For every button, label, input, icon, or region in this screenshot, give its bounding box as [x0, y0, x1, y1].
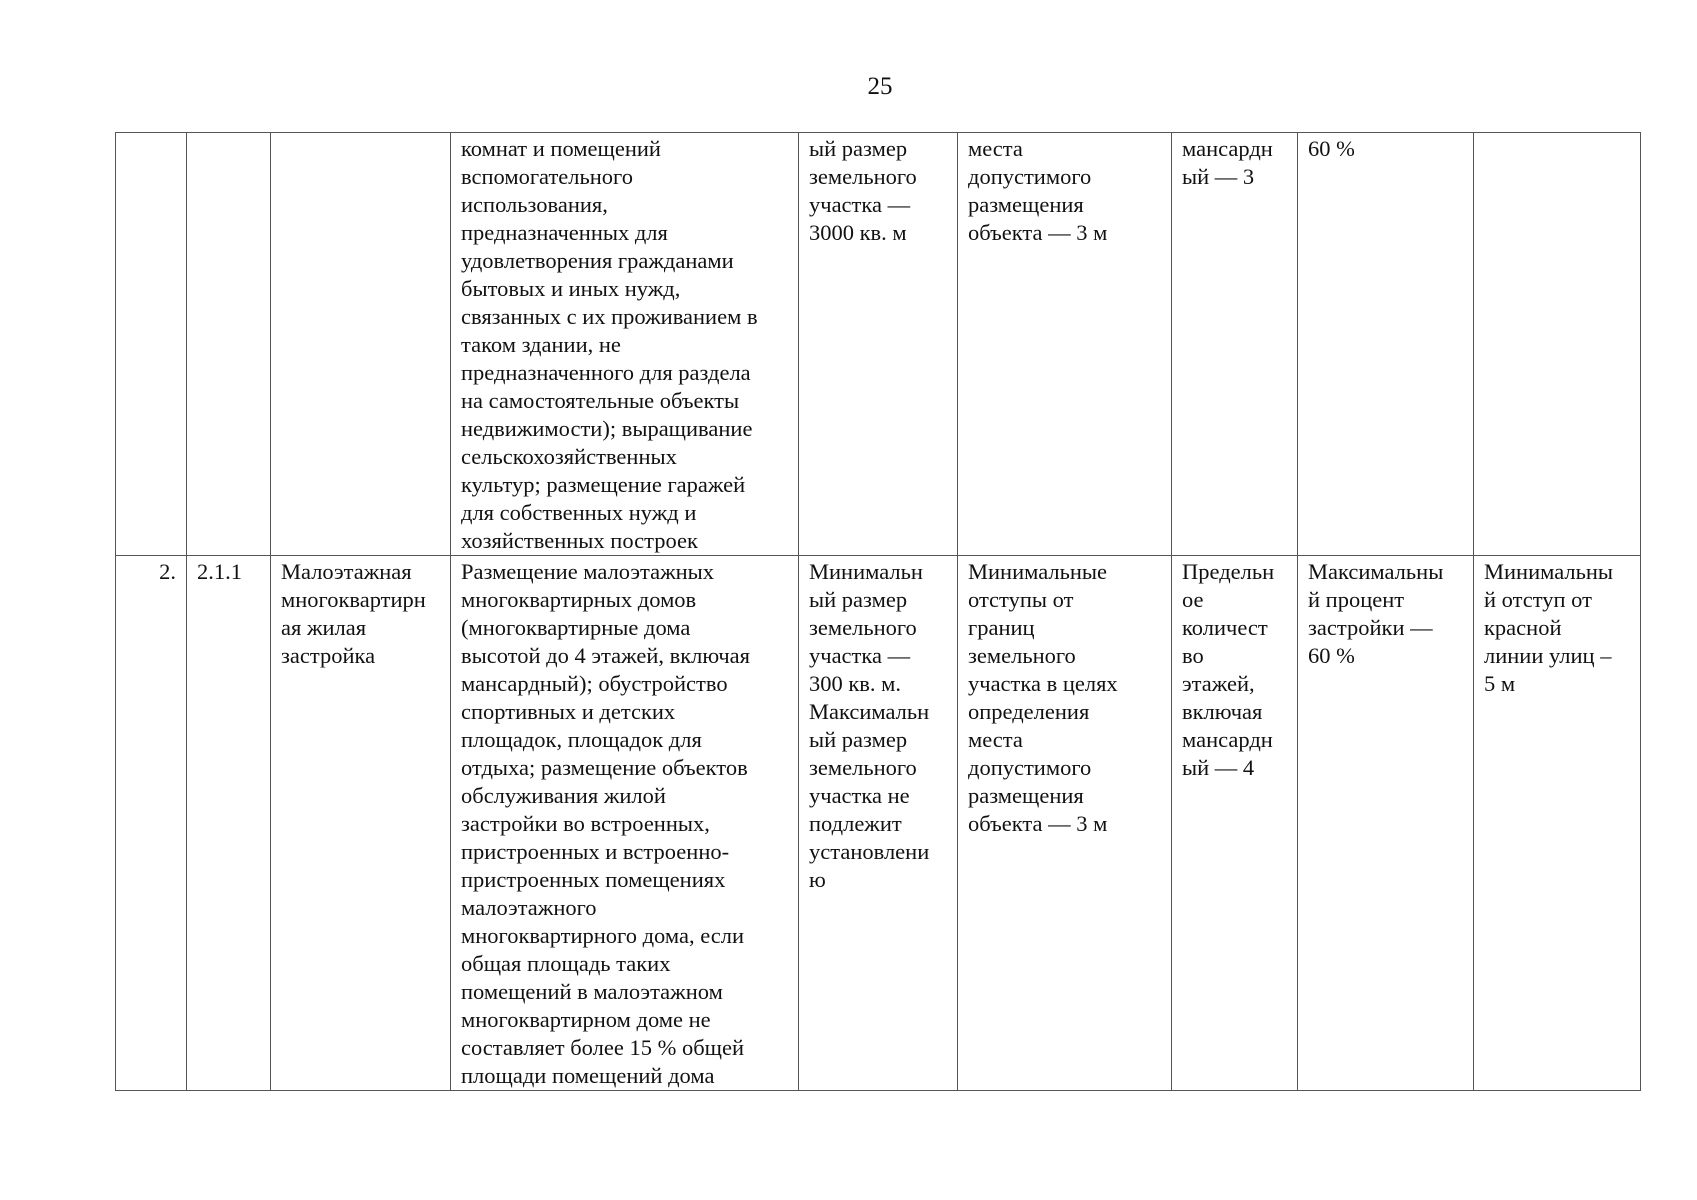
text-line: ая жилая [281, 615, 367, 640]
text-line: (многоквартирные дома [461, 615, 691, 640]
text-line: ю [809, 867, 826, 892]
text-line: отступы от [968, 587, 1074, 612]
text-line: земельного [809, 755, 917, 780]
text-line: границ [968, 615, 1035, 640]
text-line: обслуживания жилой [461, 783, 666, 808]
cell-setbacks [958, 556, 1172, 1091]
text-line: малоэтажного [461, 895, 597, 920]
text-line: допустимого [968, 755, 1092, 780]
text-line: включая [1182, 699, 1263, 724]
table-row [116, 133, 1641, 556]
text-line: застройки — [1308, 615, 1433, 640]
text-line: места [968, 727, 1023, 752]
cell-coverage [1298, 556, 1474, 1091]
text-line: размещения [968, 783, 1084, 808]
text-line: ый размер [809, 587, 908, 612]
text-line: использования, [461, 192, 608, 217]
text-line: объекта — 3 м [968, 220, 1108, 245]
text-line: Минимальны [1484, 559, 1614, 584]
text-line: ый — 3 [1182, 164, 1255, 189]
cell-red-line [1474, 556, 1641, 1091]
cell-setbacks [958, 133, 1172, 556]
text-line: многоквартирн [281, 587, 426, 612]
text-line: Предельн [1182, 559, 1275, 584]
text-line: для собственных нужд и [461, 500, 697, 525]
text-line: таком здании, не [461, 332, 621, 357]
text-line: застройки во встроенных, [461, 811, 710, 836]
text-line: застройка [281, 643, 376, 668]
text-line: участка в целях [968, 671, 1118, 696]
text-line: количест [1182, 615, 1268, 640]
text-line: помещений в малоэтажном [461, 979, 723, 1004]
cell-number: 2. [116, 556, 187, 1091]
text-line: многоквартирных домов [461, 587, 697, 612]
text-line: подлежит [809, 811, 902, 836]
text-line: на самостоятельные объекты [461, 388, 740, 413]
text-line: участка не [809, 783, 910, 808]
page-number: 25 [867, 73, 893, 100]
text-line: многоквартирном доме не [461, 1007, 711, 1032]
cell-use-name [271, 133, 451, 556]
text-line: хозяйственных построек [461, 528, 698, 553]
text-line: во [1182, 643, 1204, 668]
text-line: многоквартирного дома, если [461, 923, 744, 948]
text-line: размещения [968, 192, 1084, 217]
text-line: 5 м [1484, 671, 1516, 696]
text-line: места [968, 136, 1023, 161]
text-line: предназначенных для [461, 220, 668, 245]
text-line: й процент [1308, 587, 1405, 612]
text-line: высотой до 4 этажей, включая [461, 643, 750, 668]
text-line: площади помещений дома [461, 1063, 715, 1088]
cell-coverage [1298, 133, 1474, 556]
cell-floors [1172, 133, 1298, 556]
text-line: красной [1484, 615, 1562, 640]
cell-code [187, 133, 271, 556]
text-line: линии улиц – [1484, 643, 1612, 668]
text-line: этажей, [1182, 671, 1255, 696]
text-line: Размещение малоэтажных [461, 559, 715, 584]
cell-plot-size [799, 133, 958, 556]
text-line: ое [1182, 587, 1204, 612]
text-line: объекта — 3 м [968, 811, 1108, 836]
text-line: установлени [809, 839, 930, 864]
text-line: бытовых и иных нужд, [461, 276, 681, 301]
text-line: участка — [809, 643, 911, 668]
text-line: сельскохозяйственных [461, 444, 677, 469]
text-line: определения [968, 699, 1090, 724]
text-line: 60 % [1308, 643, 1355, 668]
text-line: спортивных и детских [461, 699, 676, 724]
text-line: ый размер [809, 136, 908, 161]
text-line: мансардн [1182, 727, 1273, 752]
text-line: предназначенного для раздела [461, 360, 751, 385]
text-line: 3000 кв. м [809, 220, 907, 245]
cell-use-name [271, 556, 451, 1091]
text-line: площадок, площадок для [461, 727, 702, 752]
text-line: Минимальные [968, 559, 1108, 584]
text-line: ый — 4 [1182, 755, 1255, 780]
cell-code: 2.1.1 [187, 556, 271, 1091]
text-line: земельного [968, 643, 1076, 668]
text-line: 300 кв. м. [809, 671, 902, 696]
text-line: Максимальны [1308, 559, 1444, 584]
text-line: 60 % [1308, 136, 1355, 161]
text-line: земельного [809, 615, 917, 640]
cell-floors [1172, 556, 1298, 1091]
text-line: ый размер [809, 727, 908, 752]
text-line: удовлетворения гражданами [461, 248, 734, 273]
text-line: недвижимости); выращивание [461, 416, 753, 441]
text-line: связанных с их проживанием в [461, 304, 758, 329]
text-line: мансардн [1182, 136, 1273, 161]
text-line: участка — [809, 192, 911, 217]
cell-description [451, 556, 799, 1091]
text-line: й отступ от [1484, 587, 1592, 612]
cell-red-line [1474, 133, 1641, 556]
cell-number [116, 133, 187, 556]
text-line: комнат и помещений [461, 136, 661, 161]
text-line: допустимого [968, 164, 1092, 189]
text-line: культур; размещение гаражей [461, 472, 746, 497]
text-line: пристроенных и встроенно- [461, 839, 730, 864]
text-line: Минимальн [809, 559, 923, 584]
text-line: пристроенных помещениях [461, 867, 726, 892]
table-row [116, 556, 1641, 1091]
text-line: вспомогательного [461, 164, 633, 189]
text-line: мансардный); обустройство [461, 671, 728, 696]
text-line: общая площадь таких [461, 951, 671, 976]
text-line: отдыха; размещение объектов [461, 755, 748, 780]
text-line: земельного [809, 164, 917, 189]
cell-plot-size [799, 556, 958, 1091]
text-line: Максимальн [809, 699, 930, 724]
cell-description [451, 133, 799, 556]
zoning-table [115, 132, 1641, 1091]
text-line: составляет более 15 % общей [461, 1035, 744, 1060]
text-line: Малоэтажная [281, 559, 412, 584]
